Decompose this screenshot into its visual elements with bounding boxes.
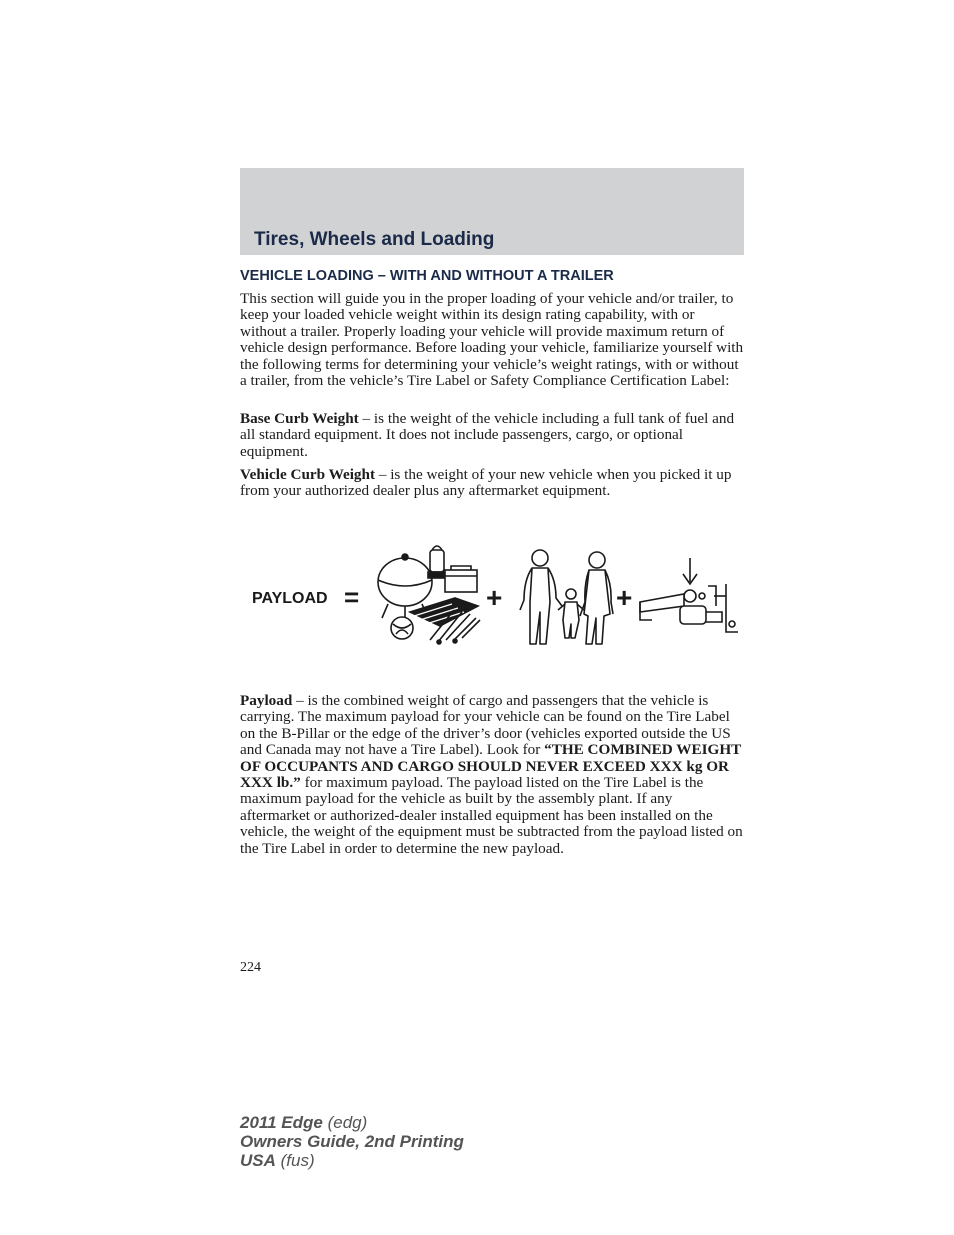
footer-region-code: (fus) xyxy=(280,1151,315,1170)
base-curb-weight-definition: – is the weight of the vehicle including a full tank of fuel and all standard equipment. It does not include passengers, cargo, or optional equipment. xyxy=(240,410,735,460)
cargo-icon xyxy=(378,546,480,644)
vehicle-curb-weight-paragraph xyxy=(240,467,744,500)
page-number: 224 xyxy=(240,960,261,975)
payload-label-quote: “THE COMBINED WEIGHT OF OCCUPANTS AND CARGO SHOULD NEVER EXCEED XXX kg OR XXX lb.” xyxy=(240,741,742,792)
payload-definition-part-2: for maximum payload. The payload listed on the Tire Label is the maximum payload for the vehicle as built by the assembly plant. If any aftermarket or authorized-dealer installed equipment has been installed on the vehicle, the weight of the equipment must be subtracted from the payload listed on the Tire Label in order to determine the new payload. xyxy=(240,774,743,857)
footer-model: 2011 Edge xyxy=(240,1113,323,1132)
section-title: Tires, Wheels and Loading xyxy=(254,229,495,250)
payload-definition-part-1: – is the combined weight of cargo and passengers that the vehicle is carrying. The maximum payload for your vehicle can be found on the Tire Label on the B-Pillar or the edge of the driver’s door (vehicles exported outside the US and Canada may not have a Tire Label). Look for xyxy=(240,692,731,759)
intro-paragraph: This section will guide you in the proper loading of your vehicle and/or trailer, to keep your loaded vehicle weight within its design rating capability, with or without a trailer. Properly loading your vehicle will provide maximum return of vehicle design performance. Before loading your vehicle, familiarize yourself with the following terms for determining your vehicle’s weight ratings, with or without a trailer, from the vehicle’s Tire Label or Safety Compliance Certification Label: xyxy=(240,290,744,390)
payload-illustration xyxy=(240,540,744,652)
plus-sign-1: + xyxy=(486,582,503,613)
payload-term: Payload xyxy=(240,692,293,709)
vehicle-curb-weight-term: Vehicle Curb Weight xyxy=(240,466,376,483)
vehicle-curb-weight-definition: – is the weight of your new vehicle when you picked it up from your authorized dealer plus any aftermarket equipment. xyxy=(240,466,732,500)
trailer-hitch-icon xyxy=(640,558,738,632)
footer-publication-info xyxy=(240,1113,464,1170)
payload-paragraph xyxy=(240,693,744,857)
subsection-heading: VEHICLE LOADING – WITH AND WITHOUT A TRAILER xyxy=(240,268,614,284)
base-curb-weight-term: Base Curb Weight xyxy=(240,410,359,427)
footer-guide: Owners Guide, 2nd Printing xyxy=(240,1132,464,1151)
base-curb-weight-paragraph xyxy=(240,411,744,460)
payload-label: PAYLOAD xyxy=(252,590,328,607)
equals-sign: = xyxy=(344,582,360,612)
passengers-icon xyxy=(520,550,613,644)
footer-region: USA xyxy=(240,1151,276,1170)
footer-model-code: (edg) xyxy=(327,1113,368,1132)
plus-sign-2: + xyxy=(616,582,633,613)
